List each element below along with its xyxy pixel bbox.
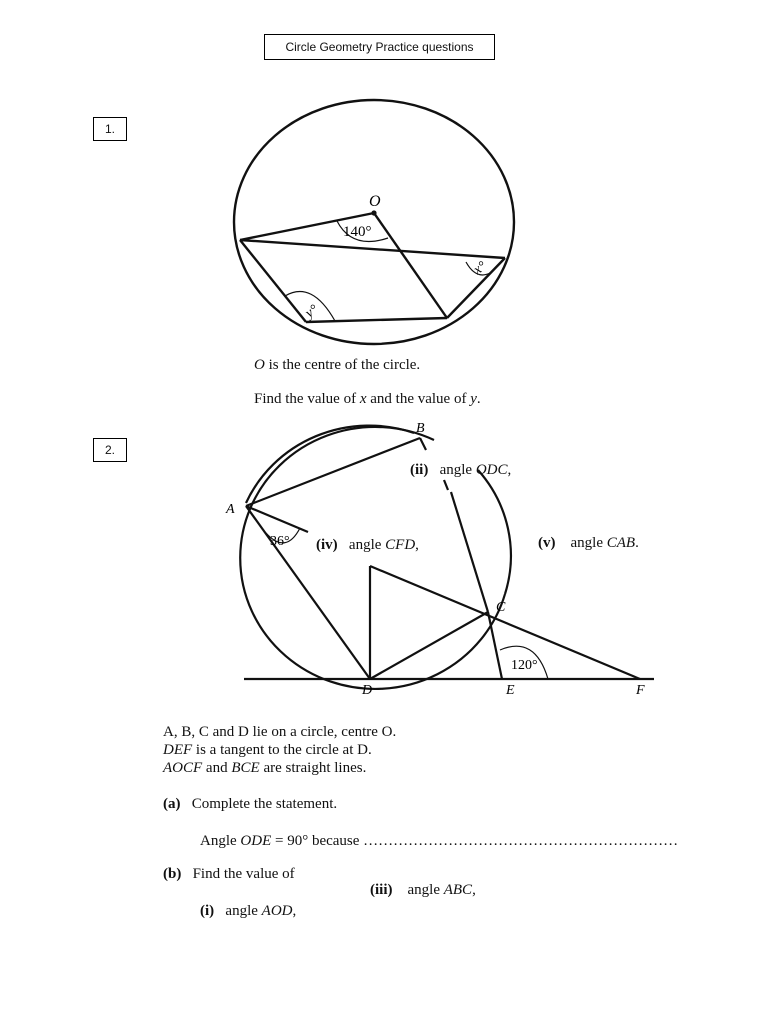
q2-statement-2: DEF is a tangent to the circle at D. [163, 742, 372, 758]
q2-circle-right-arc [478, 470, 511, 594]
question-2-number: 2. [93, 438, 127, 462]
q1-statement-2: Find the value of x and the value of y. [254, 391, 481, 407]
q2-part-v: (v) angle CAB. [538, 535, 639, 551]
q2-line-CE [488, 612, 502, 679]
q2-statement-1: A, B, C and D lie on a circle, centre O. [163, 724, 397, 740]
q1-angle-x: x° [471, 258, 490, 278]
q2-part-iv: (iv) angle CFD, [316, 537, 419, 553]
q2-circle-top-arc [246, 426, 414, 503]
q2-part-b: (b) Find the value of [163, 866, 295, 882]
q2-part-a-statement: Angle ODE = 90° because ……………………………………………………… [200, 833, 679, 849]
q2-point-E: E [506, 683, 515, 698]
q2-line-BC [451, 492, 488, 612]
q2-part-i: (i) angle AOD, [200, 903, 297, 919]
q2-point-C: C [496, 600, 506, 615]
q1-statement-1: O is the centre of the circle. [254, 357, 421, 373]
q2-point-B: B [416, 421, 425, 436]
q2-point-F: F [636, 683, 645, 698]
q2-part-a: (a) Complete the statement. [163, 796, 338, 812]
q1-angle-y: y° [302, 302, 322, 322]
q1-label-O: O [369, 193, 381, 210]
q2-line-DC [370, 612, 488, 679]
question-1-number: 1. [93, 117, 127, 141]
q2-part-iii: (iii) angle ABC, [370, 882, 476, 898]
q2-statement-3: AOCF and BCE are straight lines. [163, 760, 367, 776]
q2-line-OF [370, 566, 640, 679]
q1-angle-140: 140° [343, 224, 372, 240]
q2-point-D: D [362, 683, 373, 698]
q2-angle-36: 36° [270, 534, 290, 549]
q2-part-ii: (ii) angle ODC, [410, 462, 512, 478]
q2-line-B-tick [420, 438, 426, 450]
q2-point-A: A [226, 502, 235, 517]
q2-angle-120: 120° [511, 658, 538, 673]
page-title: Circle Geometry Practice questions [264, 34, 495, 60]
q2-line-B-tick2 [444, 480, 448, 490]
